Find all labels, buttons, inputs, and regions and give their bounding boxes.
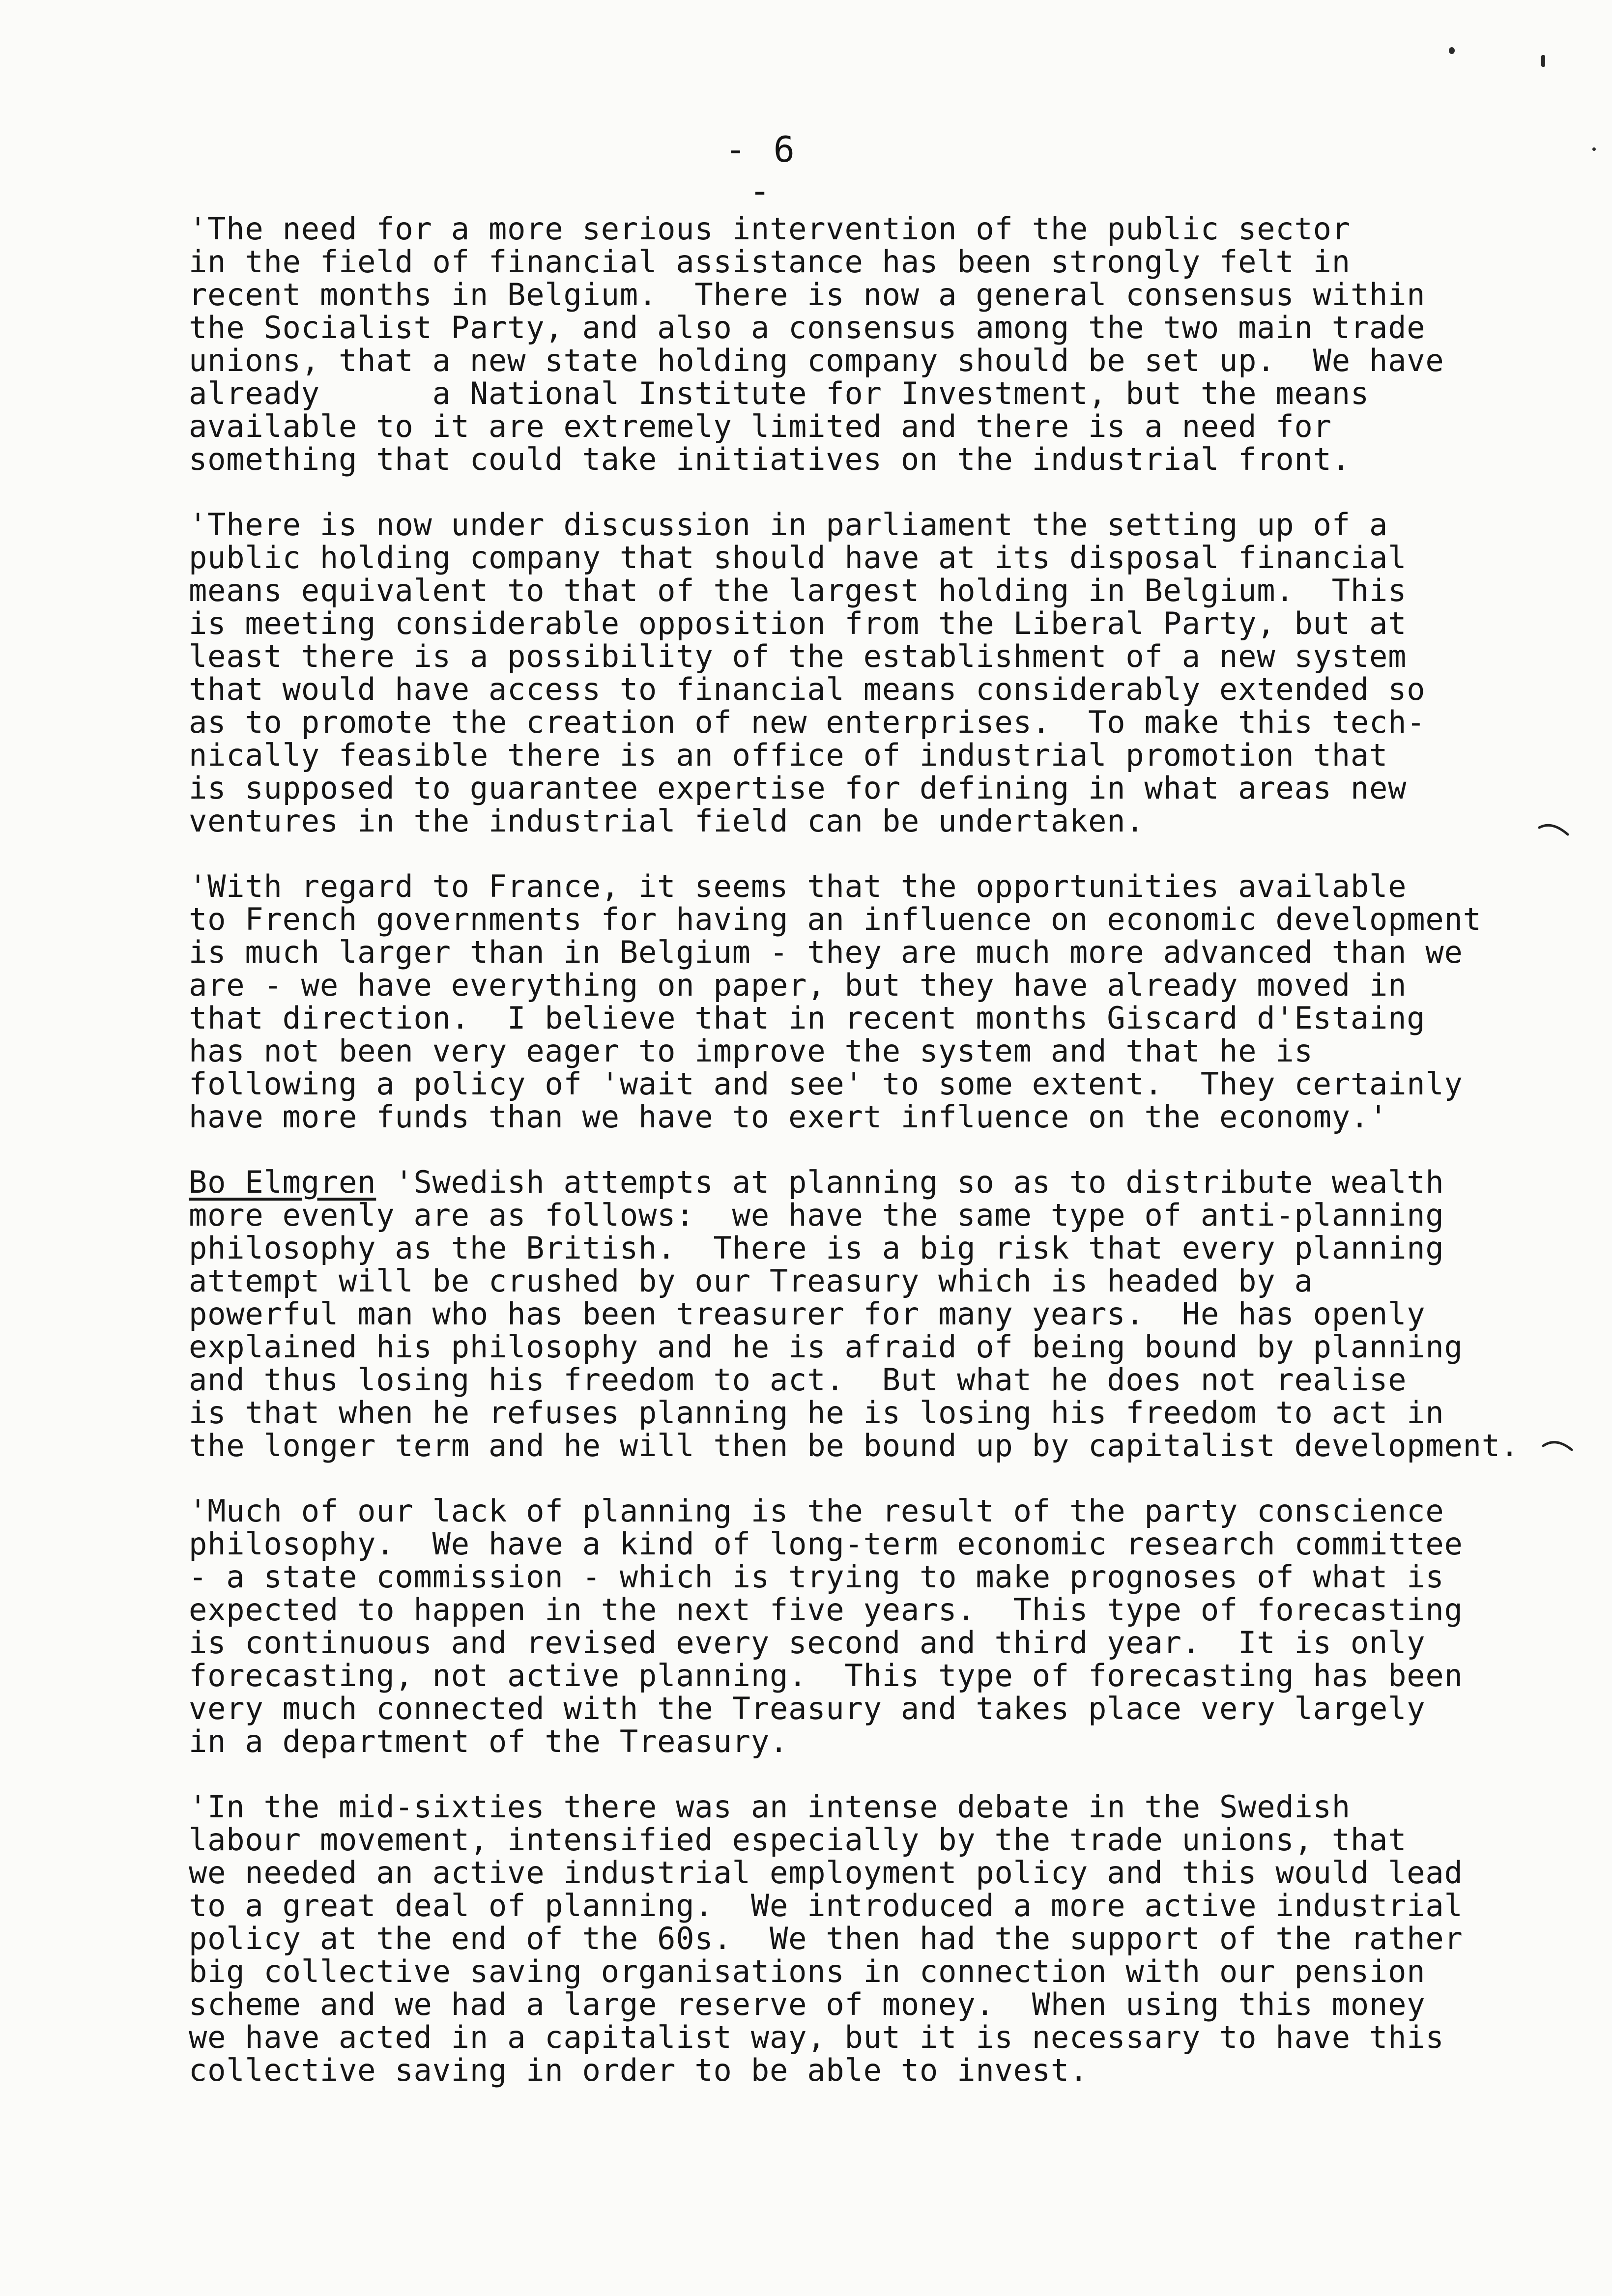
text-line: we have acted in a capitalist way, but it is necessary to have this (189, 2019, 1444, 2055)
text-line: in a department of the Treasury. (189, 1723, 789, 1759)
text-line: we needed an active industrial employment policy and this would lead (189, 1855, 1463, 1891)
text-line: is supposed to guarantee expertise for defining in what areas new (189, 770, 1407, 806)
document-body (189, 212, 1526, 2119)
text-line: 'With regard to France, it seems that the opportunities available (189, 868, 1407, 904)
text-line: expected to happen in the next five years. This type of forecasting (189, 1592, 1463, 1628)
text-line: big collective saving organisations in connection with our pension (189, 1953, 1426, 1989)
text-line: 'The need for a more serious intervention of the public sector (189, 211, 1351, 247)
text-line: as to promote the creation of new enterprises. To make this tech- (189, 704, 1426, 740)
speaker-name: Bo Elmgren (189, 1164, 376, 1200)
paragraph-swedish-planning (189, 1166, 1526, 1462)
text-line: 'Much of our lack of planning is the result of the party conscience (189, 1493, 1444, 1529)
text-line: that direction. I believe that in recent months Giscard d'Estaing (189, 1000, 1426, 1036)
text-line: is that when he refuses planning he is losing his freedom to act in (189, 1395, 1444, 1431)
text-line: philosophy as the British. There is a big risk that every planning (189, 1230, 1444, 1266)
ink-speck (1592, 147, 1596, 151)
text-line: ventures in the industrial field can be undertaken. (189, 803, 1145, 839)
text-line: the Socialist Party, and also a consensus among the two main trade (189, 310, 1426, 345)
text-line: labour movement, intensified especially by the trade unions, that (189, 1822, 1407, 1858)
paragraph-mid-sixties (189, 1790, 1526, 2087)
text-line-rest: 'Swedish attempts at planning so as to distribute wealth (376, 1164, 1444, 1200)
text-line: very much connected with the Treasury and takes place very largely (189, 1691, 1426, 1726)
text-line: nically feasible there is an office of industrial promotion that (189, 737, 1388, 773)
margin-curve-mark (1541, 1435, 1576, 1455)
text-line: least there is a possibility of the establishment of a new system (189, 638, 1407, 674)
text-line: in the field of financial assistance has been strongly felt in (189, 244, 1351, 280)
text-line: powerful man who has been treasurer for many years. He has openly (189, 1296, 1426, 1332)
text-line: explained his philosophy and he is afraid of being bound by planning (189, 1329, 1463, 1365)
ink-speck (1541, 55, 1545, 67)
paragraph-belgium-intervention (189, 212, 1526, 476)
text-line: already a National Institute for Investment, but the means (189, 375, 1370, 411)
text-line: recent months in Belgium. There is now a general consensus within (189, 277, 1426, 313)
text-line: is meeting considerable opposition from the Liberal Party, but at (189, 605, 1407, 641)
page-number: - 6 - (724, 129, 798, 211)
text-line: to French governments for having an influence on economic development (189, 901, 1482, 937)
text-line: collective saving in order to be able to invest. (189, 2052, 1089, 2088)
margin-curve-mark (1537, 820, 1572, 839)
text-line: scheme and we had a large reserve of money. When using this money (189, 1986, 1426, 2022)
text-line: that would have access to financial means considerably extended so (189, 671, 1426, 707)
text-line: 'In the mid-sixties there was an intense debate in the Swedish (189, 1789, 1351, 1825)
text-line (189, 1166, 1526, 1199)
text-line: have more funds than we have to exert influence on the economy.' (189, 1099, 1388, 1135)
text-line: 'There is now under discussion in parliament the setting up of a (189, 507, 1388, 543)
text-line: available to it are extremely limited and there is a need for (189, 408, 1332, 444)
paragraph-france (189, 870, 1526, 1133)
text-line: attempt will be crushed by our Treasury which is headed by a (189, 1263, 1313, 1299)
text-line: to a great deal of planning. We introduced a more active industrial (189, 1888, 1463, 1923)
text-line: philosophy. We have a kind of long-term economic research committee (189, 1526, 1463, 1562)
text-line: is much larger than in Belgium - they are much more advanced than we (189, 934, 1463, 970)
text-line: and thus losing his freedom to act. But what he does not realise (189, 1362, 1407, 1398)
ink-speck (1449, 47, 1455, 54)
text-line: are - we have everything on paper, but they have already moved in (189, 967, 1407, 1003)
text-line: unions, that a new state holding company should be set up. We have (189, 343, 1444, 378)
text-line: forecasting, not active planning. This type of forecasting has been (189, 1658, 1463, 1693)
text-line: something that could take initiatives on the industrial front. (189, 441, 1351, 477)
text-line: - a state commission - which is trying to make prognoses of what is (189, 1559, 1444, 1595)
text-line: public holding company that should have at its disposal financial (189, 540, 1407, 575)
text-line: more evenly are as follows: we have the same type of anti-planning (189, 1197, 1444, 1233)
text-line: has not been very eager to improve the system and that he is (189, 1033, 1313, 1069)
text-line: policy at the end of the 60s. We then had the support of the rather (189, 1921, 1463, 1956)
text-line: means equivalent to that of the largest holding in Belgium. This (189, 573, 1407, 608)
text-line: following a policy of 'wait and see' to some extent. They certainly (189, 1066, 1463, 1102)
text-line: is continuous and revised every second and third year. It is only (189, 1625, 1426, 1661)
text-line: the longer term and he will then be bound up by capitalist development. (189, 1428, 1520, 1464)
paragraph-public-holding (189, 508, 1526, 837)
paragraph-forecasting (189, 1494, 1526, 1758)
